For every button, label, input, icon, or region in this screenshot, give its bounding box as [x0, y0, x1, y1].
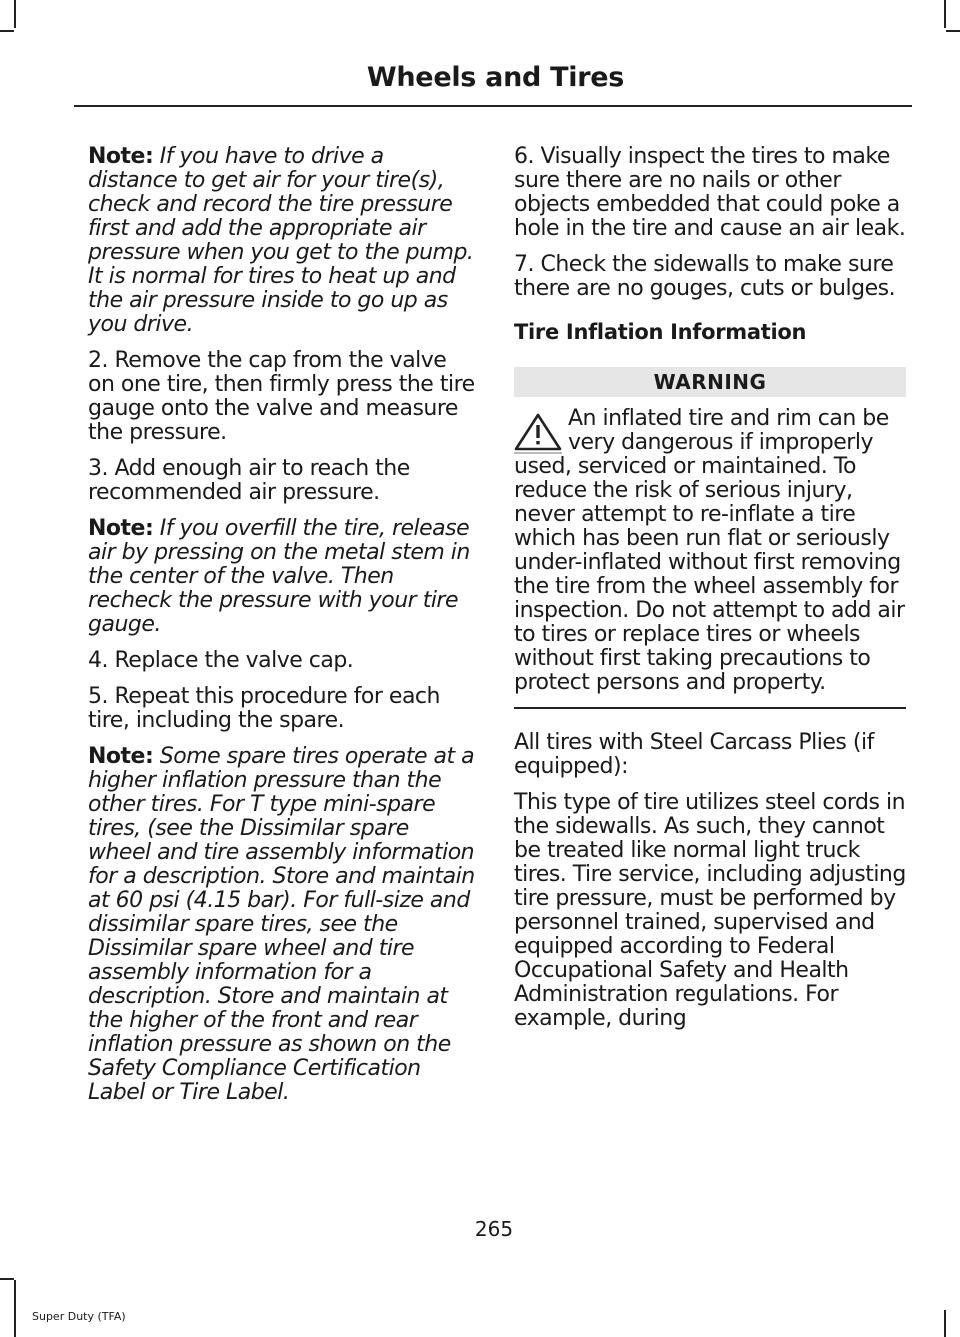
note-paragraph — [88, 745, 476, 1105]
step-paragraph: 6. Visually inspect the tires to make sure there are no nails or other objects embedded that could poke a hole in the tire and cause an air leak. — [514, 144, 906, 241]
body-paragraph: This type of tire utilizes steel cords in the sidewalls. As such, they cannot be treated like normal light truck tires. Tire service, including adjusting tire pressure, must be performed by personnel trained, supervised and equipped according to Federal Occupational Safety and Health Administration regulations. For example, during — [514, 790, 906, 1031]
step-paragraph: 5. Repeat this procedure for each tire, including the spare. — [88, 684, 440, 733]
crop-mark — [944, 0, 946, 28]
note-text: If you have to drive a distance to get air for your tire(s), check and record the tire pressure first and add the appropriate air pressure when you get to the pump. It is normal for tires to heat up and the air pressure inside to go up as you drive. — [88, 144, 474, 337]
note-label: Note: — [88, 516, 154, 541]
crop-mark — [946, 30, 960, 32]
crop-mark — [0, 30, 14, 32]
step-paragraph: 4. Replace the valve cap. — [88, 648, 354, 673]
note-paragraph — [88, 145, 476, 337]
step-paragraph: 2. Remove the cap from the valve on one tire, then firmly press the tire gauge onto the valve and measure the pressure. — [88, 348, 475, 445]
header-rule — [74, 105, 912, 107]
crop-mark — [14, 0, 16, 28]
note-text: If you overfill the tire, release air by pressing on the metal stem in the center of the valve. Then recheck the pressure with your tire gauge. — [88, 516, 470, 637]
note-label: Note: — [88, 144, 154, 169]
note-text: Some spare tires operate at a higher inflation pressure than the other tires. For T type mini-spare tires, (see the Dissimilar spare wheel and tire assembly information for a description. Store and maintain at 60 psi (4.15 bar). For full-size and dissimilar spare tires, see the Dissimilar spare wheel and tire assembly information for a description. Store and maintain at the higher of the front and rear inflation pressure as shown on the Safety Compliance Certification Label or Tire Label. — [88, 744, 475, 1105]
note-paragraph — [88, 517, 476, 637]
crop-mark — [944, 1310, 946, 1337]
right-column — [514, 145, 906, 1043]
step-paragraph: 3. Add enough air to reach the recommended air pressure. — [88, 456, 410, 505]
section-heading: Tire Inflation Information — [514, 320, 807, 344]
subheading-paragraph: All tires with Steel Carcass Plies (if equipped): — [514, 730, 874, 779]
page-number: 265 — [474, 1217, 514, 1241]
footer-model: Super Duty (TFA) — [32, 1310, 126, 1323]
note-label: Note: — [88, 744, 154, 769]
left-column — [88, 145, 476, 1117]
warning-block — [514, 407, 906, 695]
warning-text: An inflated tire and rim can be very dangerous if improperly used, serviced or maintained. To reduce the risk of serious injury, never attempt to re-inflate a tire which has been run flat or seriously under-inflated without first removing the tire from the wheel assembly for inspection. Do not attempt to add air to tires or replace tires or wheels without first taking precautions to protect persons and property. — [514, 406, 905, 695]
crop-mark — [14, 1280, 16, 1337]
warning-triangle-icon — [512, 411, 564, 455]
warning-rule — [514, 707, 906, 709]
step-paragraph: 7. Check the sidewalls to make sure there are no gouges, cuts or bulges. — [514, 252, 896, 301]
page-header-title: Wheels and Tires — [366, 62, 624, 93]
crop-mark — [0, 1278, 14, 1280]
warning-banner: WARNING — [514, 367, 906, 397]
